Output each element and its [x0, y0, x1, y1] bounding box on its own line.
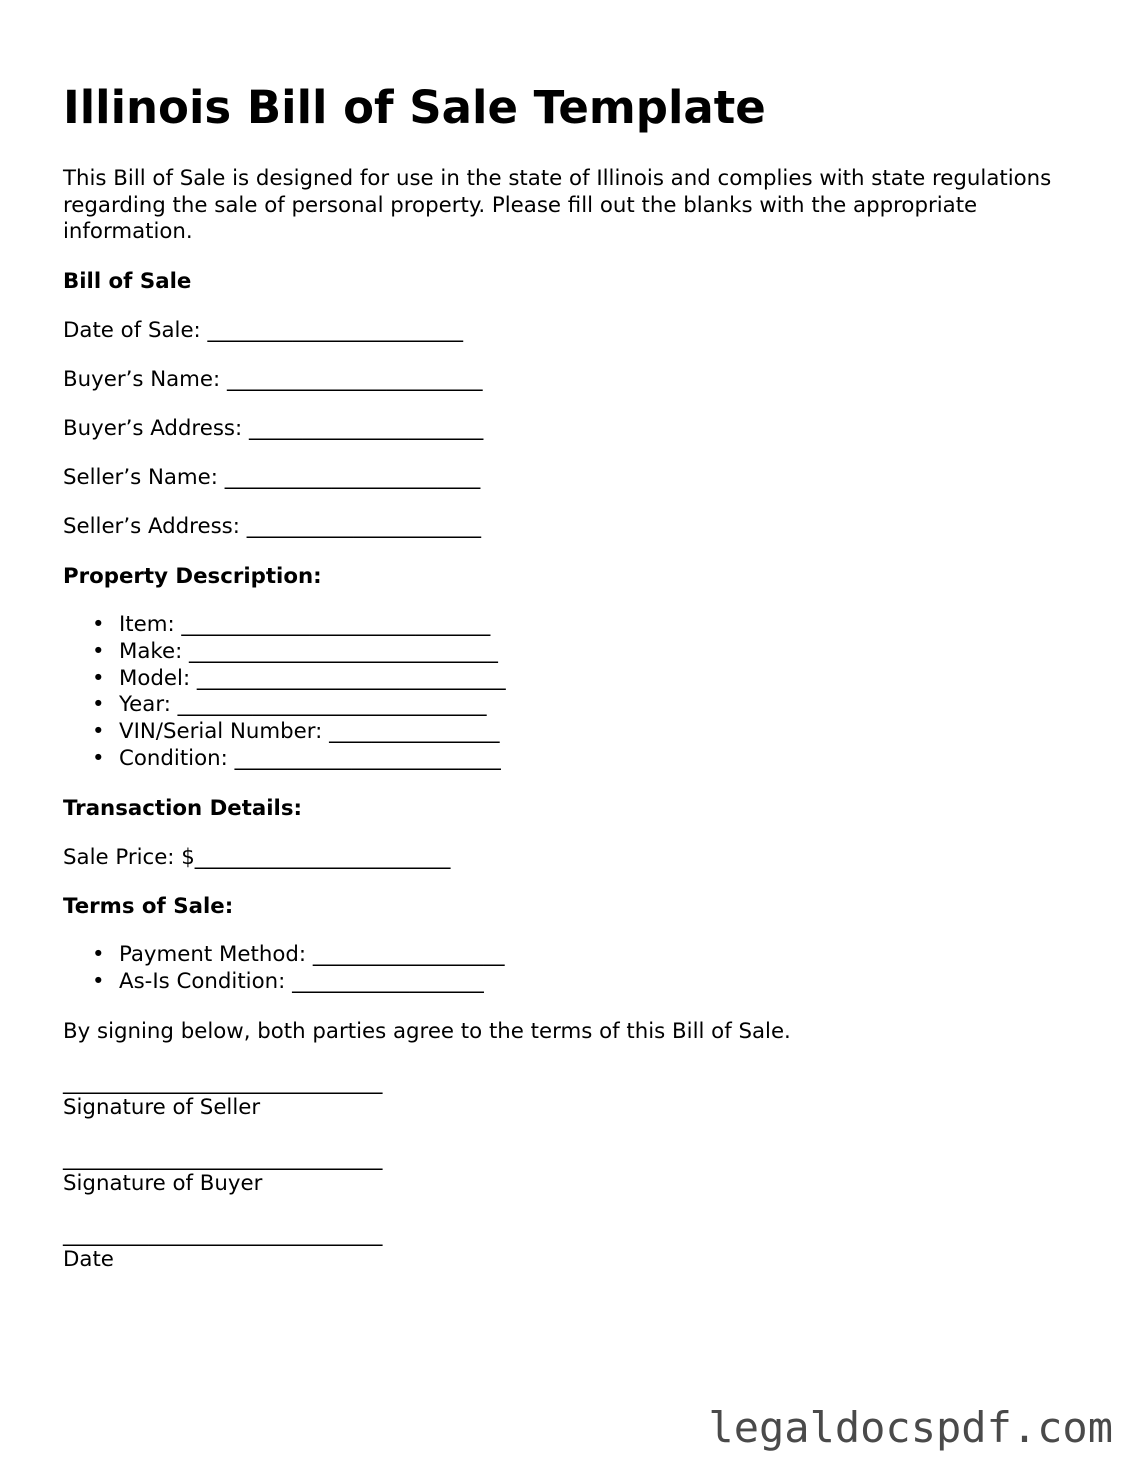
- buyer-name-field: Buyer’s Name: ________________________: [63, 367, 483, 392]
- property-description-heading: Property Description:: [63, 564, 322, 589]
- buyer-signature-block: [63, 1146, 382, 1196]
- agreement-statement: By signing below, both parties agree to the terms of this Bill of Sale.: [63, 1019, 791, 1044]
- page-title: Illinois Bill of Sale Template: [63, 81, 766, 134]
- property-condition-field: • Condition: _________________________: [63, 746, 506, 773]
- as-is-condition-field: • As-Is Condition: __________________: [63, 969, 505, 996]
- seller-name-field: Seller’s Name: ________________________: [63, 465, 481, 490]
- date-signature-label: Date: [63, 1247, 114, 1272]
- watermark: legaldocspdf.com: [708, 1403, 1113, 1452]
- terms-list: [63, 942, 505, 996]
- buyer-address-field: Buyer’s Address: ______________________: [63, 416, 484, 441]
- buyer-signature-line: ______________________________: [63, 1146, 383, 1171]
- transaction-details-heading: Transaction Details:: [63, 796, 303, 821]
- terms-of-sale-heading: Terms of Sale:: [63, 894, 234, 919]
- date-signature-line: ______________________________: [63, 1222, 383, 1247]
- sale-price-field: Sale Price: $________________________: [63, 845, 451, 870]
- payment-method-field: • Payment Method: __________________: [63, 942, 505, 969]
- seller-signature-label: Signature of Seller: [63, 1095, 261, 1120]
- intro-paragraph: This Bill of Sale is designed for use in the state of Illinois and complies with state regulations regarding the sale of personal property. Please fill out the blanks with the appropriate information.: [63, 166, 1052, 245]
- bill-of-sale-heading: Bill of Sale: [63, 269, 192, 294]
- property-year-field: • Year: _____________________________: [63, 692, 506, 719]
- property-item-field: • Item: _____________________________: [63, 612, 506, 639]
- buyer-signature-label: Signature of Buyer: [63, 1171, 263, 1196]
- seller-address-field: Seller’s Address: ______________________: [63, 514, 481, 539]
- date-of-sale-field: Date of Sale: ________________________: [63, 318, 464, 343]
- property-model-field: • Model: _____________________________: [63, 666, 506, 693]
- property-make-field: • Make: _____________________________: [63, 639, 506, 666]
- seller-signature-block: [63, 1070, 382, 1120]
- property-vin-field: • VIN/Serial Number: ________________: [63, 719, 506, 746]
- seller-signature-line: ______________________________: [63, 1070, 383, 1095]
- property-list: [63, 612, 506, 773]
- date-signature-block: [63, 1222, 382, 1272]
